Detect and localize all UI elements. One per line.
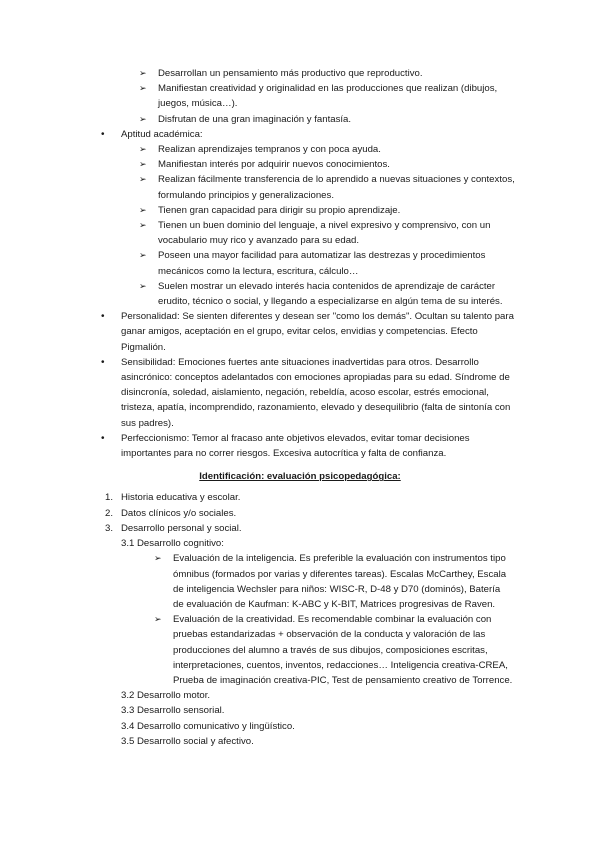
document-page bbox=[0, 66, 600, 749]
arrow-bullet-icon: ➢ bbox=[139, 83, 147, 94]
arrow-bullet-icon: ➢ bbox=[154, 614, 162, 625]
bullet-icon: • bbox=[101, 311, 105, 323]
list-item-text: Realizan fácilmente transferencia de lo aprendido a nuevas situaciones y contextos, formulando principios y generalizaciones. bbox=[158, 174, 515, 201]
numbered-item bbox=[105, 506, 516, 521]
list-item-text: Poseen una mayor facilidad para automatizar las destrezas y procedimientos mecánicos como la lectura, escritura, cálculo… bbox=[158, 250, 486, 277]
arrow-bullet-icon: ➢ bbox=[139, 280, 147, 291]
list-item-text: Suelen mostrar un elevado interés hacia contenidos de aprendizaje de carácter erudito, técnico o social, y llegando a especializarse en algún tema de su interés. bbox=[158, 280, 503, 308]
list-item bbox=[139, 157, 518, 172]
item-number: 3. bbox=[105, 522, 114, 534]
subsection-title: 3.3 Desarrollo sensorial. bbox=[121, 705, 225, 717]
arrow-bullet-icon: ➢ bbox=[139, 220, 147, 231]
subsection-title: 3.5 Desarrollo social y afectivo. bbox=[121, 735, 254, 747]
arrow-bullet-icon: ➢ bbox=[139, 174, 147, 185]
list-item-text: Datos clínicos y/o sociales. bbox=[121, 507, 237, 519]
list-item-text: Sensibilidad: Emociones fuertes ante situaciones inadvertidas para otros. Desarrollo asincrónico: conceptos adelantados con emociones apropiadas para su edad. Síndrome de disincronía, soledad, aislamiento, negación, rebeldía, acoso escolar, estrés emocional, tristeza, apatía, incomprendido, razonamiento, elevado y desequilibrio (falta de sintonía con sus padres). bbox=[121, 356, 511, 429]
arrow-bullet-icon: ➢ bbox=[139, 159, 147, 170]
list-item-text: Evaluación de la creatividad. Es recomendable combinar la evaluación con pruebas estandarizadas + observación de la conducta y valoración de las producciones del alumno a través de sus dibujos, composiciones escritas, interpretaciones, cuentos, inventos, redacciones… Inteligencia creativa-CREA, Prueba de imaginación creativa-PIC, Test de pensamiento creativo de Torrence. bbox=[173, 614, 513, 686]
list-item bbox=[139, 142, 518, 157]
list-item bbox=[139, 66, 518, 81]
numbered-item bbox=[105, 521, 516, 536]
list-item-text: Desarrollan un pensamiento más productivo que reproductivo. bbox=[158, 68, 423, 79]
numbered-item bbox=[105, 490, 516, 505]
list-item-text: Realizan aprendizajes tempranos y con poca ayuda. bbox=[158, 144, 381, 156]
list-item-text: Desarrollo personal y social. bbox=[121, 522, 242, 534]
subsection-title: 3.2 Desarrollo motor. bbox=[121, 690, 211, 702]
list-item bbox=[139, 172, 518, 202]
arrow-bullet-icon: ➢ bbox=[139, 250, 147, 261]
item-number: 1. bbox=[105, 492, 114, 504]
list-item-text: Tienen gran capacidad para dirigir su propio aprendizaje. bbox=[158, 204, 401, 216]
list-item bbox=[101, 431, 516, 461]
list-item bbox=[139, 81, 518, 111]
bullet-icon: • bbox=[101, 432, 105, 444]
list-item bbox=[101, 355, 516, 431]
list-item bbox=[101, 127, 516, 142]
list-item bbox=[139, 248, 518, 278]
arrow-bullet-icon: ➢ bbox=[139, 113, 147, 124]
list-item-text: Tienen un buen dominio del lenguaje, a nivel expresivo y comprensivo, con un vocabulario muy rico y avanzado para su edad. bbox=[158, 220, 491, 247]
list-item bbox=[139, 203, 518, 218]
list-item bbox=[139, 279, 518, 309]
list-item bbox=[139, 218, 518, 248]
list-item bbox=[154, 551, 513, 612]
list-item-text: Evaluación de la inteligencia. Es preferible la evaluación con instrumentos tipo ómnibus (formados por varias y diferentes tareas). Escalas McCarthey, Escala de inteligencia Wechsler para niños: WISC-R, D-48 y D70 (dominós), Batería de evaluación de Kaufman: K-ABC y K-BIT, Matrices progresivas de Raven. bbox=[173, 553, 507, 610]
arrow-bullet-icon: ➢ bbox=[154, 553, 162, 564]
subsection-title: 3.1 Desarrollo cognitivo: bbox=[121, 538, 224, 550]
list-item-text: Historia educativa y escolar. bbox=[121, 492, 241, 504]
bullet-icon: • bbox=[101, 128, 105, 140]
section-heading: Identificación: evaluación psicopedagógica: bbox=[199, 471, 401, 483]
list-item-text: Perfeccionismo: Temor al fracaso ante objetivos elevados, evitar tomar decisiones importantes para no correr riesgos. Excesiva autocrítica y falta de confianza. bbox=[121, 432, 470, 460]
arrow-bullet-icon: ➢ bbox=[139, 204, 147, 215]
item-number: 2. bbox=[105, 507, 114, 519]
list-item-text: Manifiestan interés por adquirir nuevos conocimientos. bbox=[158, 159, 390, 171]
list-item bbox=[101, 309, 516, 355]
list-item-text: Manifiestan creatividad y originalidad en las producciones que realizan (dibujos, juegos, música…). bbox=[158, 83, 498, 110]
arrow-bullet-icon: ➢ bbox=[139, 144, 147, 155]
subsection-title: 3.4 Desarrollo comunicativo y lingüístico. bbox=[121, 720, 295, 732]
list-item bbox=[139, 112, 518, 127]
list-item-text: Disfrutan de una gran imaginación y fantasía. bbox=[158, 113, 352, 125]
section-title: Aptitud académica: bbox=[121, 128, 203, 140]
arrow-bullet-icon: ➢ bbox=[139, 68, 147, 78]
list-item-text: Personalidad: Se sienten diferentes y desean ser "como los demás". Ocultan su talento para ganar amigos, aceptación en el grupo, evitar celos, envidias y competencias. Efecto Pigmalión. bbox=[121, 311, 514, 353]
list-item bbox=[154, 612, 513, 688]
bullet-icon: • bbox=[101, 356, 105, 368]
